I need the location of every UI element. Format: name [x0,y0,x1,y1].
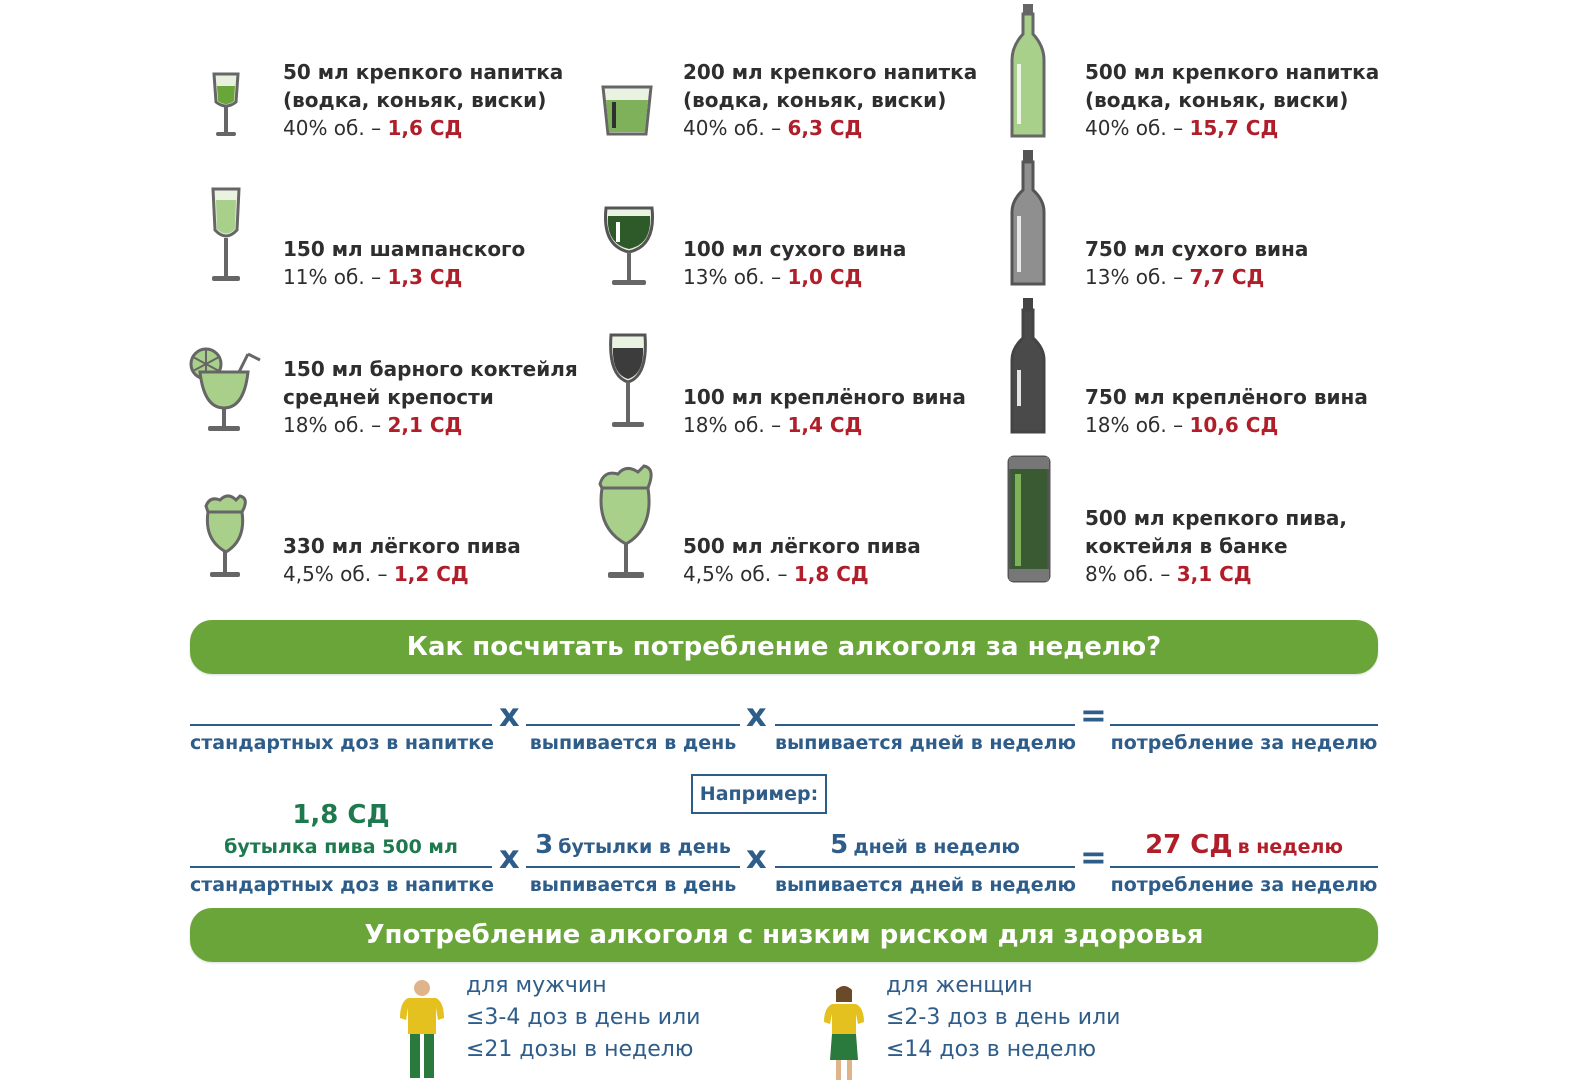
drink-name: 150 мл барного коктейля средней крепости [283,357,578,409]
times-sign: x [746,696,767,734]
blank-line [1110,866,1378,868]
cocktail-glass-icon [186,346,264,436]
equals-sign: = [1080,696,1107,734]
blank-line [1110,724,1378,726]
drink-text [283,355,578,439]
drink-name: 750 мл сухого вина [1085,237,1309,261]
example-sd-desc: бутылка пива 500 мл [224,836,458,858]
fortified-wine-glass-icon [606,332,650,432]
drink-sd: 1,0 СД [787,265,863,289]
drink-text [283,532,521,588]
example-days-text: дней в неделю [853,836,1020,858]
drink-abv: 4,5% об. – [283,562,394,586]
drink-sd: 15,7 СД [1189,116,1279,140]
drink-sd: 1,4 СД [787,413,863,437]
drink-text [283,58,563,142]
blank-line [190,866,492,868]
drink-name: 500 мл лёгкого пива [683,534,921,558]
small-beer-glass-icon [200,492,250,584]
drink-abv: 13% об. – [1085,265,1190,289]
shot-glass-icon [208,70,244,140]
beer-can-icon [1006,454,1052,584]
example-days [775,830,1075,860]
drink-name: 200 мл крепкого напитка (водка, коньяк, виски) [683,60,978,112]
drink-name: 100 мл креплёного вина [683,385,966,409]
drink-sd: 1,3 СД [387,265,463,289]
drink-name: 150 мл шампанского [283,237,526,261]
drink-text [1085,504,1347,588]
blank-line [775,724,1075,726]
drink-sd: 10,6 СД [1189,413,1279,437]
times-sign: x [499,838,520,876]
example-per-day [526,830,740,860]
label-total: потребление за неделю [1110,874,1378,896]
low-risk-banner: Употребление алкоголя с низким риском для здоровья [190,908,1378,962]
drink-text [1085,383,1368,439]
label-doses: стандартных доз в напитке [190,732,495,754]
drink-text [283,235,525,291]
example-result [1110,830,1378,860]
drink-name: 500 мл крепкого пива, коктейля в банке [1085,506,1347,558]
calc-banner: Как посчитать потребление алкоголя за неделю? [190,620,1378,674]
drink-name: 100 мл сухого вина [683,237,907,261]
label-per-day: выпивается в день [529,874,737,896]
drink-sd: 6,3 СД [787,116,863,140]
woman-icon [822,984,866,1080]
men-limit: для мужчин ≤3-4 доз в день или ≤21 дозы в неделю [466,973,701,1062]
large-beer-glass-icon [594,462,658,584]
wine-bottle-icon [1008,150,1048,288]
label-per-day: выпивается в день [529,732,737,754]
drink-sd: 1,2 СД [393,562,469,586]
example-days-num: 5 [830,830,849,860]
champagne-glass-icon [206,186,246,286]
label-days: выпивается дней в неделю [775,874,1077,896]
example-sd-value: 1,8 СД [292,800,390,830]
times-sign: x [746,838,767,876]
drink-name: 330 мл лёгкого пива [283,534,521,558]
drink-sd: 2,1 СД [387,413,463,437]
example-per-day-num: 3 [535,830,554,860]
times-sign: x [499,696,520,734]
drink-text [1085,235,1308,291]
drink-abv: 40% об. – [283,116,388,140]
drink-sd: 3,1 СД [1176,562,1252,586]
drink-sd: 1,6 СД [387,116,463,140]
drink-abv: 11% об. – [283,265,388,289]
drink-name: 750 мл креплёного вина [1085,385,1368,409]
blank-line [526,724,740,726]
equals-sign: = [1080,838,1107,876]
drink-name: 50 мл крепкого напитка (водка, коньяк, виски) [283,60,564,112]
label-doses: стандартных доз в напитке [190,874,495,896]
example-label: Например: [691,774,827,814]
drink-abv: 4,5% об. – [683,562,794,586]
drink-name: 500 мл крепкого напитка (водка, коньяк, виски) [1085,60,1380,112]
women-limit: для женщин ≤2-3 доз в день или ≤14 доз в неделю [886,973,1121,1062]
label-total: потребление за неделю [1110,732,1378,754]
blank-line [190,724,492,726]
drink-sd: 7,7 СД [1189,265,1265,289]
example-result-text: в неделю [1237,836,1343,858]
label-days: выпивается дней в неделю [775,732,1077,754]
tumbler-glass-icon [600,84,654,138]
drink-abv: 40% об. – [1085,116,1190,140]
drink-abv: 8% об. – [1085,562,1177,586]
blank-line [775,866,1075,868]
vodka-bottle-icon [1008,4,1048,140]
blank-line [526,866,740,868]
drink-abv: 18% об. – [283,413,388,437]
drink-text [683,532,921,588]
wine-glass-icon [602,204,656,288]
example-result-num: 27 СД [1145,830,1233,860]
drink-abv: 13% об. – [683,265,788,289]
drink-abv: 18% об. – [1085,413,1190,437]
drink-text [683,383,966,439]
man-icon [398,978,446,1078]
drink-abv: 18% об. – [683,413,788,437]
example-per-day-text: бутылки в день [558,836,731,858]
drink-text [683,235,906,291]
drink-sd: 1,8 СД [793,562,869,586]
drink-text [1085,58,1379,142]
fortified-wine-bottle-icon [1008,298,1048,436]
drink-abv: 40% об. – [683,116,788,140]
drink-text [683,58,977,142]
